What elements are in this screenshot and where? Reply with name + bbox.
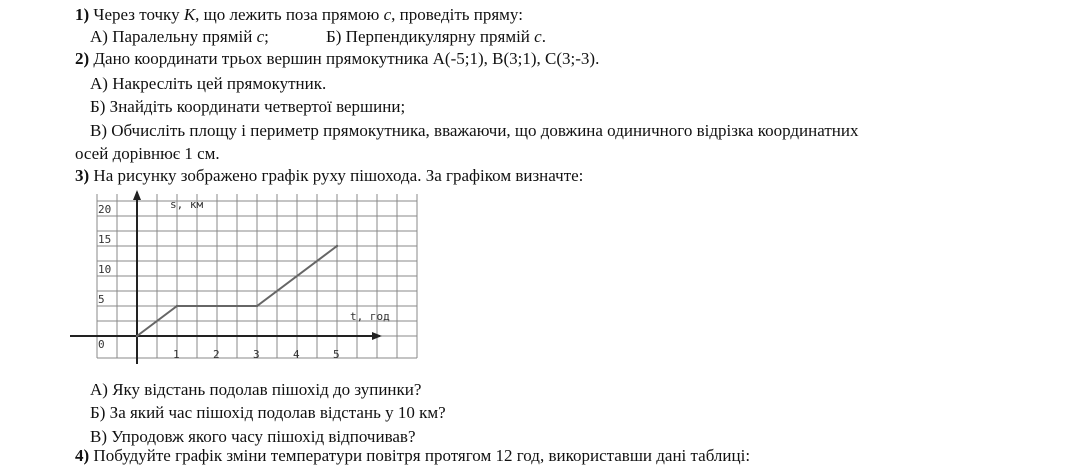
problem-3-item-a: А) Яку відстань подолав пішохід до зупинки? <box>90 380 422 399</box>
problem-1-text-mid: , що лежить поза прямою <box>195 5 384 24</box>
y-axis-label: s, км <box>170 198 204 211</box>
problem-1-option-a-end: ; <box>264 27 269 46</box>
problem-4-number: 4) <box>75 446 90 465</box>
problem-1-option-b <box>326 27 546 47</box>
problem-1-option-b-text: Б) Перпендикулярну прямій <box>326 27 535 46</box>
problem-4-text: Побудуйте графік зміни температури повітря протягом 12 год, використавши дані таблиці: <box>89 446 751 465</box>
line-c: c <box>383 5 392 24</box>
x-tick-label: 2 <box>213 348 220 361</box>
problem-1-option-b-var: c <box>534 27 542 46</box>
problem-3-item-c: В) Упродовж якого часу пішохід відпочивав? <box>90 427 416 446</box>
problem-2-item-c-line-2: осей дорівнює 1 см. <box>75 144 220 163</box>
y-tick-label: 5 <box>98 293 105 306</box>
data-point <box>336 245 338 247</box>
x-tick-label: 4 <box>293 348 300 361</box>
problem-3-item-b: Б) За який час пішохід подолав відстань у 10 км? <box>90 403 446 422</box>
data-point <box>256 305 258 307</box>
data-point <box>136 335 138 337</box>
problem-2-number: 2) <box>75 49 90 68</box>
problem-1-option-a <box>90 27 269 47</box>
x-tick-label: 3 <box>253 348 260 361</box>
problem-1-text-before: Через точку <box>89 5 184 24</box>
problem-2-item-a: А) Накресліть цей прямокутник. <box>90 74 327 93</box>
x-tick-label: 1 <box>173 348 180 361</box>
problem-1-option-b-end: . <box>541 27 546 46</box>
problem-3-number: 3) <box>75 166 90 185</box>
pedestrian-motion-graph <box>70 186 420 366</box>
problem-1-number: 1) <box>75 5 90 24</box>
problem-1-text-after: , проведіть пряму: <box>391 5 523 24</box>
problem-2-statement <box>75 49 599 69</box>
data-point <box>176 305 178 307</box>
y-tick-label: 15 <box>98 233 112 246</box>
tick-labels <box>98 203 340 361</box>
y-axis-arrow <box>133 190 141 200</box>
y-tick-label: 20 <box>98 203 112 216</box>
problem-4-statement <box>75 446 750 466</box>
point-k: K <box>183 5 196 24</box>
x-tick-label: 5 <box>333 348 340 361</box>
problem-2-item-b: Б) Знайдіть координати четвертої вершини; <box>90 97 406 116</box>
problem-2-item-c-line-1: В) Обчисліть площу і периметр прямокутника, вважаючи, що довжина одиничного відрізка координатних <box>90 121 859 140</box>
problem-1-statement <box>75 5 523 25</box>
y-tick-label: 10 <box>98 263 112 276</box>
problem-1-option-a-var: c <box>256 27 265 46</box>
problem-1-option-a-text: А) Паралельну прямій <box>90 27 257 46</box>
problem-3-statement <box>75 166 583 186</box>
y-tick-label: 0 <box>98 338 105 351</box>
grid <box>97 194 417 358</box>
problem-2-text: Дано координати трьох вершин прямокутника A(-5;1), B(3;1), C(3;-3). <box>89 49 600 68</box>
problem-3-text: На рисунку зображено графік руху пішохода. За графіком визначте: <box>89 166 584 185</box>
x-axis-label: t, год <box>350 310 390 323</box>
